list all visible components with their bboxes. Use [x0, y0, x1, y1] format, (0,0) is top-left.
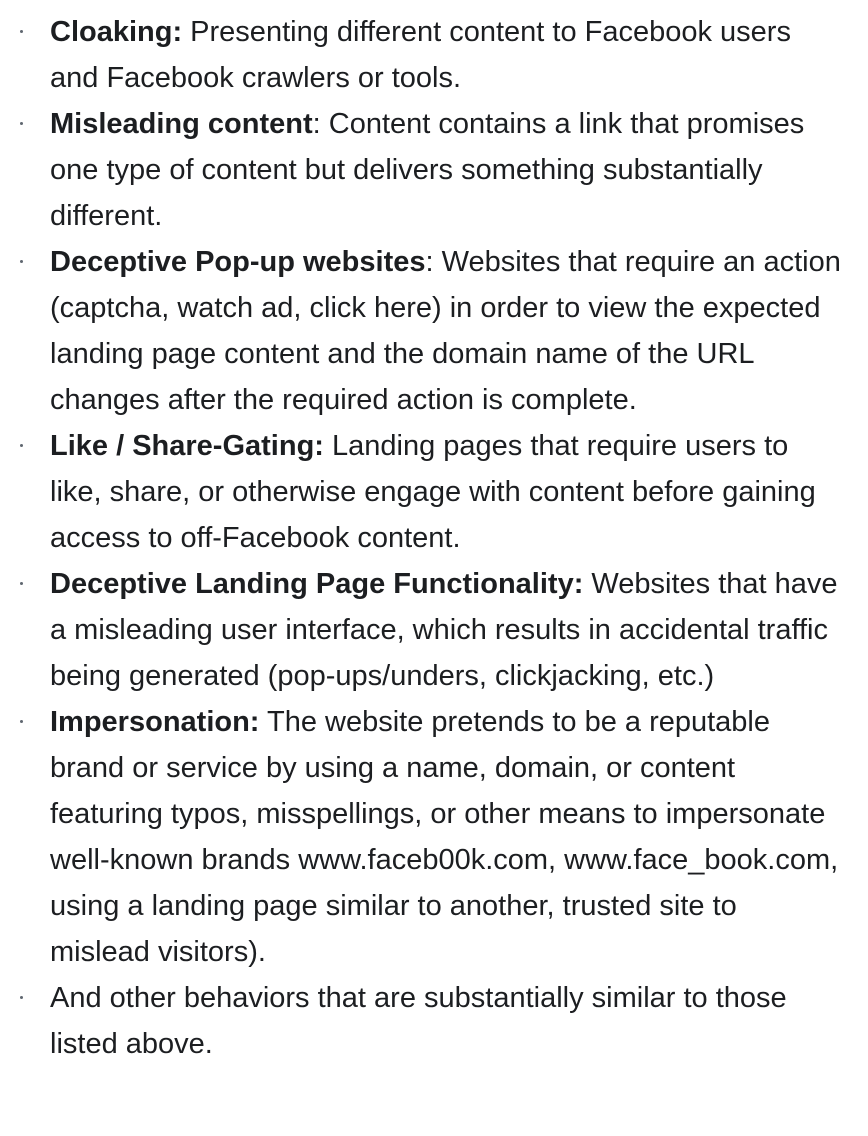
item-separator: : — [425, 246, 434, 278]
list-item-deceptive-landing-page — [0, 561, 868, 699]
bullet-icon — [20, 699, 30, 745]
item-separator: : — [312, 108, 321, 140]
list-item-impersonation — [0, 699, 868, 975]
list-item-misleading-content — [0, 101, 868, 239]
item-description: The website pretends to be a reputable brand or service by using a name, domain, or content featuring typos, misspellings, or other means to impersonate well-known brands www.faceb00k.com, www.face_book.com, using a landing page similar to another, trusted site to mislead visitors). — [50, 706, 839, 968]
item-term: Deceptive Landing Page Functionality: — [50, 568, 584, 600]
bullet-icon — [20, 101, 30, 147]
item-description: Websites that have a misleading user interface, which results in accidental traffic being generated (pop-ups/unders, clickjacking, etc.) — [50, 568, 838, 692]
list-item-deceptive-popup — [0, 239, 868, 423]
bullet-icon — [20, 975, 30, 1021]
item-description: And other behaviors that are substantially similar to those listed above. — [50, 982, 787, 1060]
list-item-other-behaviors — [0, 975, 868, 1067]
list-item-cloaking — [0, 9, 868, 101]
item-term: Like / Share-Gating: — [50, 430, 324, 462]
list-item-like-share-gating — [0, 423, 868, 561]
item-term: Deceptive Pop-up websites — [50, 246, 426, 278]
item-description: Websites that require an action (captcha, watch ad, click here) in order to view the expected landing page content and the domain name of the URL changes after the required action is complete. — [50, 246, 841, 416]
bullet-icon — [20, 239, 30, 285]
item-description: Landing pages that require users to like, share, or otherwise engage with content before gaining access to off-Facebook content. — [50, 430, 816, 554]
bullet-icon — [20, 561, 30, 607]
item-description: Presenting different content to Facebook users and Facebook crawlers or tools. — [50, 16, 791, 94]
item-description: Content contains a link that promises one type of content but delivers something substantially different. — [50, 108, 805, 232]
item-term: Cloaking: — [50, 16, 183, 48]
bullet-icon — [20, 9, 30, 55]
item-term: Impersonation: — [50, 706, 260, 738]
item-term: Misleading content — [50, 108, 313, 140]
bullet-icon — [20, 423, 30, 469]
